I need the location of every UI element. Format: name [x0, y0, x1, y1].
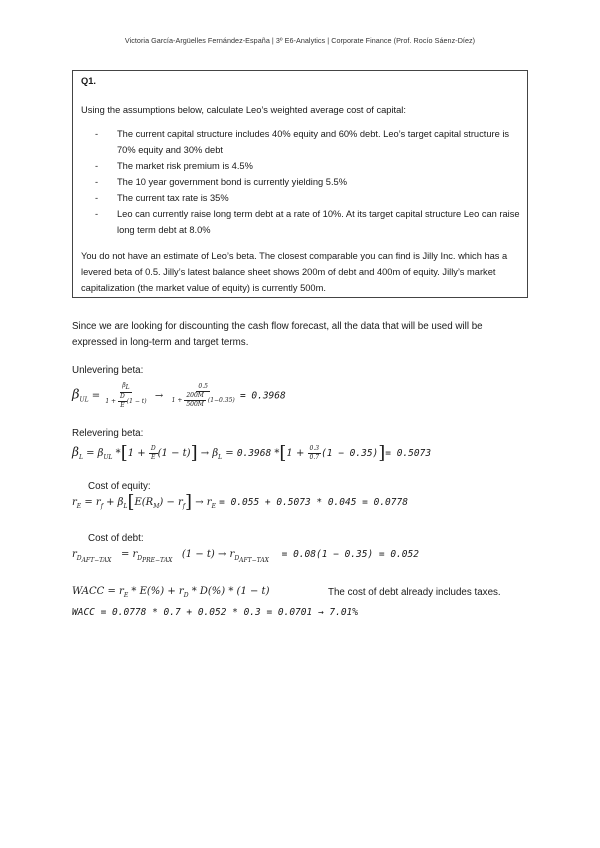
wacc-formula: WACC = $r_E * E(\%) + r_D * D(\%) * (1 - t)$ — [72, 586, 270, 599]
question-note: You do not have an estimate of Leo’s beta. The closest comparable you can find is Jilly Inc. which has a levered beta of 0.5. Jilly’s latest balance sheet shows 200m of debt and 400m of equity. Jilly’s market capitalization (the market value of equity) is currently 500m. — [81, 251, 508, 293]
cost-debt-label: Cost of debt: — [88, 533, 144, 544]
bullet-dash: - — [95, 161, 99, 171]
cost-equity-equation: $r_E = r_f + \beta_L[E(R_M) - r_f] \to r_E = 0.055 + 0.5073 * 0.045 = 0.0778$ — [72, 491, 408, 513]
relever-equation: $\beta_L = \beta_{UL}$ *[1 + $\frac{D}{E}$ $(1 - t)] \to \beta_L = 0.3968$ *[1 + $\frac{0.3}{0.7}$ (1 − 0.35)]= 0.5073 — [72, 442, 432, 464]
wacc-result: WACC = 0.0778 * 0.7 + 0.052 * 0.3 = 0.0701 → 7.01% — [72, 607, 358, 618]
wacc-note: The cost of debt already includes taxes. — [328, 587, 501, 598]
relever-beta-ul: 0.3968 — [236, 448, 272, 459]
bullet-market-risk: The market risk premium is 4.5% — [117, 161, 253, 171]
bullet-dash: - — [95, 209, 99, 219]
bullet-tax-rate: The current tax rate is 35% — [117, 193, 229, 203]
question-intro: Using the assumptions below, calculate Leo’s weighted average cost of capital: — [81, 105, 406, 115]
cost-debt-result: = 0.08(1 − 0.35) = 0.052 — [281, 549, 419, 560]
unlever-equity: 500M — [186, 401, 204, 409]
unlever-label: Unlevering beta: — [72, 365, 144, 376]
cost-equity-result: = 0.055 + 0.5073 * 0.045 = 0.0778 — [219, 497, 408, 508]
unlever-factor: (1−0.35) — [207, 397, 235, 405]
relever-result: = 0.5073 — [385, 448, 432, 459]
answer-intro: Since we are looking for discounting the cash flow forecast, all the data that will be used will be expressed in long-term and target terms. — [72, 321, 483, 348]
relever-debt-weight: 0.3 — [309, 445, 320, 452]
bullet-gov-bond: The 10 year government bond is currently yielding 5.5% — [117, 177, 347, 187]
unlever-equation: $\beta_{UL}$ = $\beta_L$ 1 + $\frac{D}{E}$ (1 − t) → 0.5 1 + $\frac{200M}{500M}$ (1−0.35) = 0.3968 — [72, 382, 286, 410]
relever-factor: (1 − 0.35) — [321, 448, 379, 459]
relever-equity-weight: 0.7 — [309, 454, 320, 461]
cost-debt-equation: $r_{D_{AFT-TAX}} = r_{D_{PRE-TAX}}$ $(1 - t) \to r_{D_{AFT-TAX}}$ = 0.08(1 − 0.35) = 0.052 — [72, 549, 419, 565]
page-header: Victoria García-Argüelles Fernández-España | 3º E6-Analytics | Corporate Finance (Prof. Rocío Sáenz-Díez) — [124, 36, 476, 45]
bullet-dash: - — [95, 193, 99, 203]
bullet-debt-rate: Leo can currently raise long term debt at a rate of 10%. At its target capital structure Leo can raise long term debt at 8.0% — [117, 209, 520, 235]
bullet-dash: - — [95, 177, 99, 187]
question-title: Q1. — [81, 76, 96, 86]
unlever-beta-value: 0.5 — [198, 383, 208, 391]
bullet-capital-structure: The current capital structure includes 40% equity and 60% debt. Leo’s target capital structure is 70% equity and 30% debt — [117, 129, 510, 155]
unlever-debt: 200M — [186, 392, 204, 400]
bullet-dash: - — [95, 129, 99, 139]
cost-equity-label: Cost of equity: — [88, 481, 151, 492]
unlever-result: = 0.3968 — [239, 390, 286, 402]
relever-label: Relevering beta: — [72, 428, 144, 439]
